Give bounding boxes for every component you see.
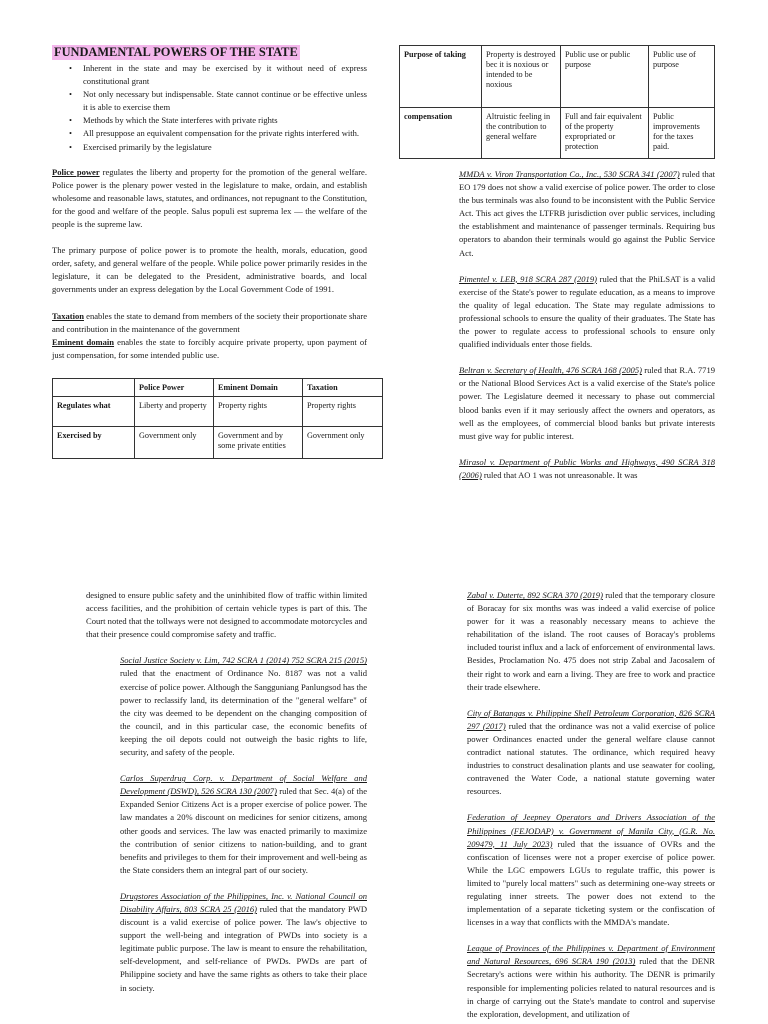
case-text: ruled that the PhiLSAT is a valid exercise of the State's power to regulate education, as a means to improve the quality of legal education. The State may regulate admissions to professional schools to ensure the quality of their graduates. The State has the power to regulate access to professional schools to ensure only qualified individuals enter those fields. <box>459 273 715 350</box>
purpose-compensation-table <box>399 45 715 159</box>
case-citation: Zabal v. Duterte, 892 SCRA 370 (2019) <box>467 590 603 600</box>
case-paragraph <box>86 654 367 759</box>
case-paragraph <box>433 942 715 1021</box>
case-paragraph <box>433 589 715 694</box>
case-paragraph <box>433 707 715 799</box>
page-bottom <box>0 572 768 1024</box>
case-paragraph <box>86 772 367 877</box>
continued-paragraph: designed to ensure public safety and the uninhibited flow of traffic within limited access facilities, and the prohibition of certain vehicle types is part of this. The Court noted that the tollways were not designed to accommodate motorcycles and that their presence could compromise safety and traffic. <box>86 590 367 640</box>
top-left-column <box>52 45 367 459</box>
table-header: Taxation <box>303 378 383 396</box>
taxation-text: enables the state to demand from members of the society their proportionate share and contribution in the maintenance of the government <box>52 310 367 334</box>
taxation-eminent-paragraph <box>52 310 367 362</box>
case-citation: Mirasol v. Department of Public Works and Highways, 490 SCRA 318 (2006) <box>459 456 715 480</box>
case-citation: League of Provinces of the Philippines v. Department of Environment and Natural Resources, 696 SCRA 190 (2013) <box>467 943 715 967</box>
case-text: ruled that EO 179 does not show a valid exercise of police power. The order to close the bus terminals was also found to be inconsistent with the Public Service Act. This act gives the LTFRB jurisdiction over public services, including the establishment and maintenance of passenger terminals. Requiring bus operators to abandon their terminals would go against the Public Service Act. <box>459 169 715 258</box>
case-paragraph <box>433 811 715 929</box>
bullet-item: • Exercised primarily by the legislature <box>52 141 367 154</box>
table-cell: Government and by some private entities <box>214 426 303 458</box>
bullet-item: • Not only necessary but indispensable. State cannot continue or be effective unless it is able to exercise them <box>52 88 367 114</box>
bottom-right-column <box>433 589 715 1024</box>
case-citation: Beltran v. Secretary of Health, 476 SCRA 168 (2005) <box>459 365 642 376</box>
table-row-header: Purpose of taking <box>400 46 482 108</box>
bullet-item: • Methods by which the State interferes with private rights <box>52 114 367 127</box>
police-power-paragraph <box>52 166 367 231</box>
case-text: ruled that R.A. 7719 or the National Blood Services Act is a valid exercise of the State's police power. The Legislature deemed it necessary to phase out commercial blood banks even if it may seriously affect the owners and operators, as well as the employees, of commercial blood banks but private interests must give way for public interest. <box>459 365 715 441</box>
document-title: FUNDAMENTAL POWERS OF THE STATE <box>54 45 298 59</box>
table-cell: Public use or public purpose <box>561 46 649 108</box>
table-row <box>53 396 383 426</box>
bullet-item: • All presuppose an equivalent compensation for the private rights interfered with. <box>52 127 367 140</box>
table-row-header: compensation <box>400 108 482 159</box>
case-citation: Pimentel v. LEB, 918 SCRA 287 (2019) <box>459 273 597 284</box>
case-citation: MMDA v. Viron Transportation Co., Inc., 530 SCRA 341 (2007) <box>459 169 680 179</box>
table-cell: Full and fair equivalent of the property expropriated or protection <box>561 108 649 159</box>
case-text: ruled that the ordinance was not a valid exercise of police power Ordinances enacted under the general welfare clause cannot contradict national statutes. The ordinance, which required heavy industries to construct desalination plants and use seawater for cooling, contravened the Water Code, a national statute governing water resources. <box>467 720 715 797</box>
case-paragraph <box>86 890 367 995</box>
table-cell: Government only <box>303 426 383 458</box>
bullet-item: • Inherent in the state and may be exercised by it without need of express constitutional grant <box>52 62 367 88</box>
table-row <box>400 46 715 108</box>
case-text: ruled that Sec. 4(a) of the Expanded Senior Citizens Act is a proper exercise of police power. The law mandates a 20% discount on medicines for senior citizens, among other goods and services. The law was enacted primarily to maximize the contribution of senior citizens to nation-building, and to grant benefits and privileges to them for their improvement and well-being as the State considers them an integral part of our society. <box>120 786 367 875</box>
case-text: ruled that the enactment of Ordinance No. 8187 was not a valid exercise of police power. Although the Sangguniang Panlungsod has the power to reclassify land, its determination of the "general welfare" of the city was deemed to be dependent on the changing composition of the council, and in this particular case, the economic benefits of keeping the oil depots could not outweigh the basic rights to life, security, and safety of the people. <box>120 668 367 758</box>
police-purpose-paragraph: The primary purpose of police power is to promote the health, morals, education, good order, safety, and general welfare of the people. While police power primarily resides in the legislature, it can be delegated to the President, administrative boards, and local governments under an express delegation by the Local Government Code of 1991. <box>52 245 367 295</box>
case-text: ruled that the temporary closure of Boracay for six months was was indeed a valid exercise of police power for it was a reasonably necessary means to achieve the rehabilitation of the island. The root causes of Boracay's problems included tourist influx and a lack of enforcement of environmental laws. Besides, Proclamation No. 475 does not strip Zabal and Jacosalem of their right to work and earn a living. They are free to work and practice their trade elsewhere. <box>467 590 715 692</box>
table-row-header: Regulates what <box>53 396 135 426</box>
case-citation: Carlos Superdrug Corp. v. Department of Social Welfare and Development (DSWD), 526 SCRA 130 (2007) <box>120 773 367 797</box>
table-cell: Public use of purpose <box>649 46 715 108</box>
case-text: ruled that the DENR Secretary's actions were within his authority. The DENR is primarily responsible for implementing policies related to natural resources and is in charge of carrying out the State's mandate to control and supervise the exploration, development, and utilization of <box>467 956 716 1019</box>
table-header: Eminent Domain <box>214 378 303 396</box>
case-text: ruled that the issuance of OVRs and the confiscation of licenses were not a proper exercise of police power. While the LGC empowers LGUs to regulate traffic, this power is limited to "purely local matters" such as determining one-way streets or regulating inner streets. The power does not extend to the implementation of a separate ticketing system or the confiscation of licenses in a way that conflicts with the MMDA's mandate. <box>467 838 715 928</box>
case-citation: Federation of Jeepney Operators and Drivers Association of the Philippines (FEJODAP) v. Government of Manila City, (G.R. No. 209479, 11 July 2023) <box>467 812 715 849</box>
eminent-domain-text: enables the state to forcibly acquire private property, upon payment of just compensation, for some intended public use. <box>52 336 367 360</box>
table-cell: Government only <box>135 426 214 458</box>
table-header: Police Power <box>135 378 214 396</box>
case-paragraph <box>399 364 715 443</box>
eminent-domain-term: Eminent domain <box>52 336 115 347</box>
table-cell: Property rights <box>303 396 383 426</box>
table-cell: Property is destroyed bec it is noxious or intended to be noxious <box>482 46 561 108</box>
powers-bullet-list <box>52 62 367 154</box>
police-power-text: regulates the liberty and property for the promotion of the general welfare. Police power is the plenary power vested in the legislature to make, ordain, and establish wholesome and reasonable laws, statutes, and ordinances, not repugnant to the Constitution, for the good and welfare of the people. Salus populi est suprema lex — the welfare of the people is the supreme law. <box>52 166 367 230</box>
table-row-header: Exercised by <box>53 426 135 458</box>
table-row <box>53 378 383 396</box>
case-text: ruled that AO 1 was not unreasonable. It was <box>481 469 638 480</box>
taxation-term: Taxation <box>52 310 84 321</box>
police-power-term: Police power <box>52 166 100 177</box>
powers-comparison-table <box>52 378 383 459</box>
case-paragraph <box>399 273 715 352</box>
case-paragraph <box>399 456 715 482</box>
case-paragraph <box>399 168 715 260</box>
table-cell: Public improvements for the taxes paid. <box>649 108 715 159</box>
table-cell: Altruistic feeling in the contribution to general welfare <box>482 108 561 159</box>
table-cell: Liberty and property <box>135 396 214 426</box>
table-row <box>400 108 715 159</box>
top-right-column <box>399 45 715 495</box>
bottom-left-column <box>86 589 367 1008</box>
case-citation: Drugstores Association of the Philippines, Inc. v. National Council on Disability Affairs, 803 SCRA 25 (2016) <box>120 890 367 914</box>
table-cell <box>53 378 135 396</box>
table-cell: Property rights <box>214 396 303 426</box>
table-row <box>53 426 383 458</box>
case-citation: City of Batangas v. Philippine Shell Petroleum Corporation, 826 SCRA 297 (2017) <box>467 707 715 731</box>
case-citation: Social Justice Society v. Lim, 742 SCRA 1 (2014) 752 SCRA 215 (2015) <box>120 655 367 666</box>
case-text: ruled that the mandatory PWD discount is a valid exercise of police power. The law's objective to support the well-being and integration of PWDs into society is a legitimate public purpose. The law is meant to ensure the rehabilitation, self-development, and self-reliance of PWDs. PWDs are part of Philippine society and have the same rights as others to take their place in society. <box>120 903 368 993</box>
